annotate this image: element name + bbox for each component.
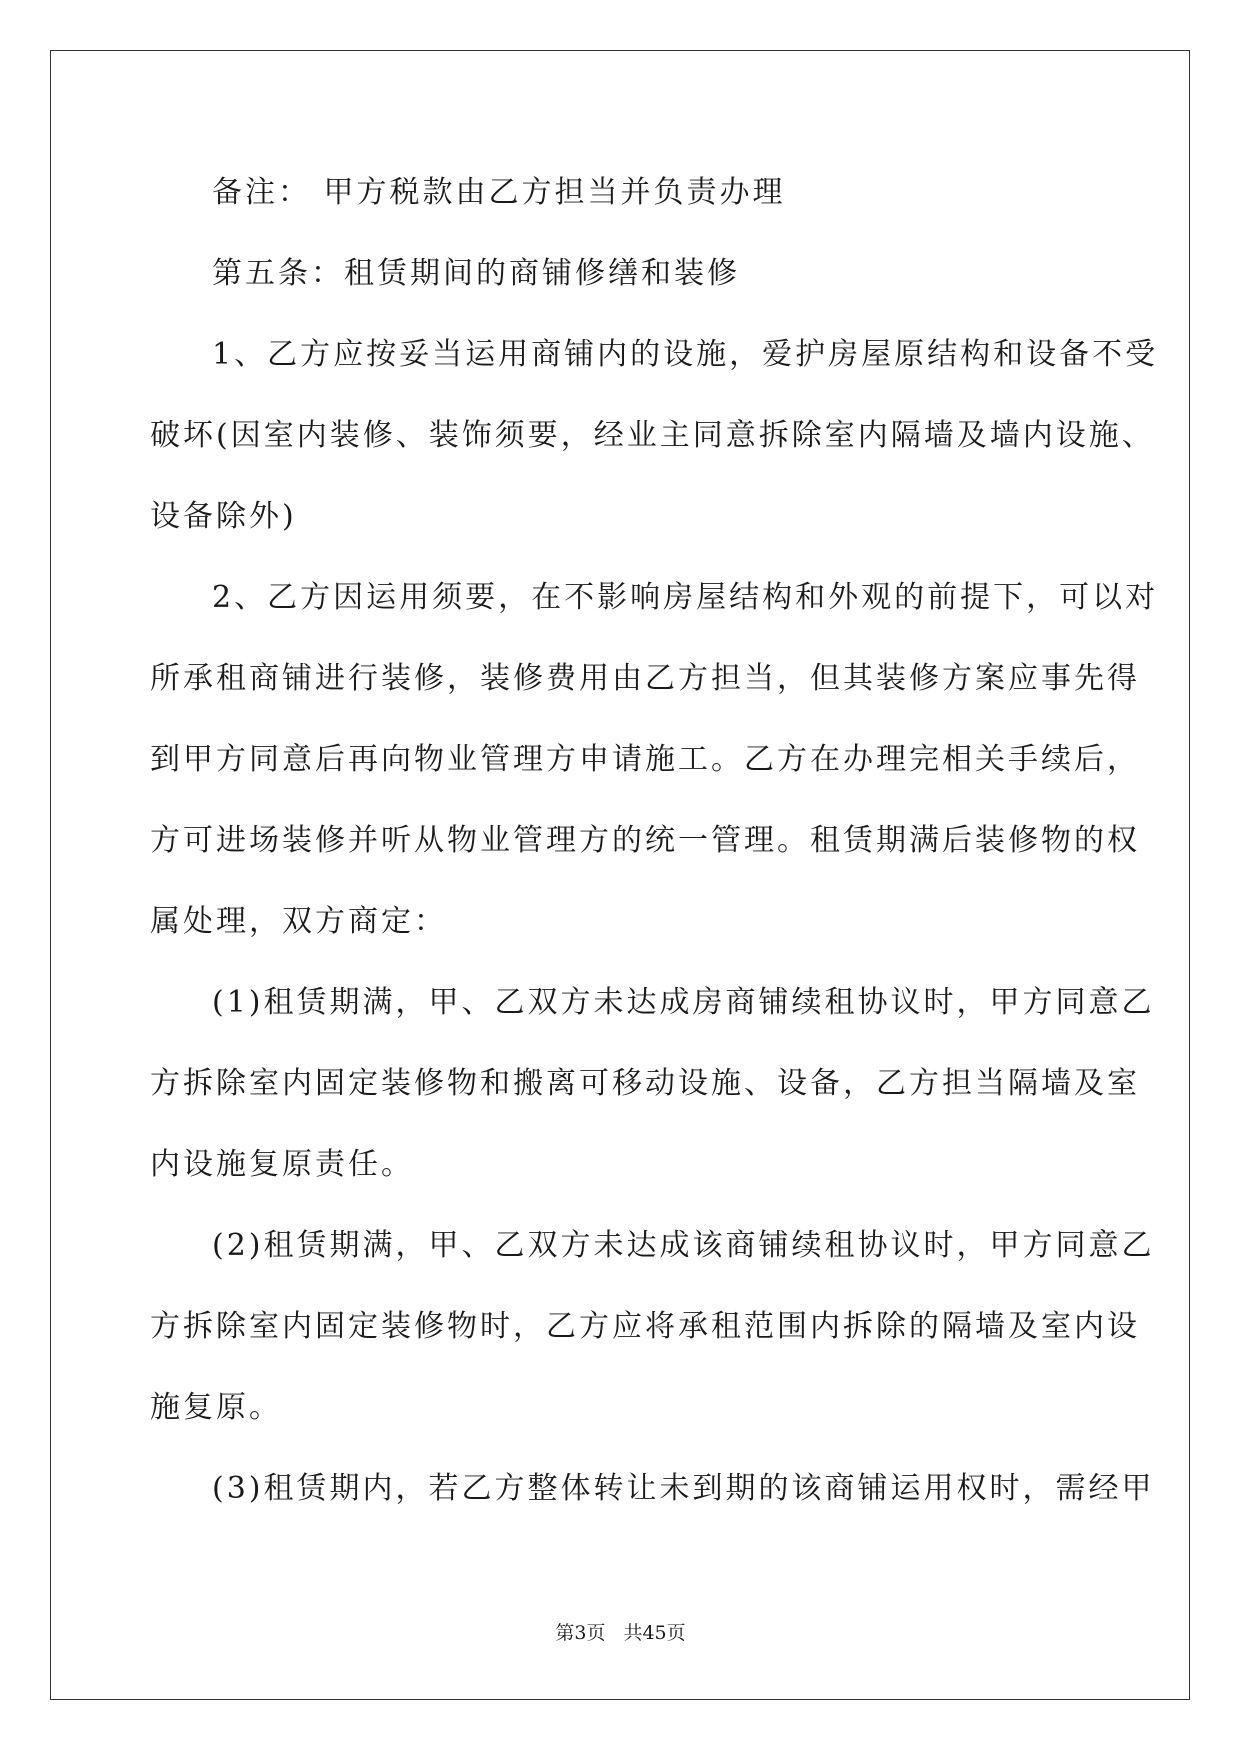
subclause-1-line-1: (1)租赁期满，甲、乙双方未达成房商铺续租协议时，甲方同意乙	[212, 985, 1155, 1020]
subclause-3-line-1: (3)租赁期内，若乙方整体转让未到期的该商铺运用权时，需经甲	[212, 1471, 1155, 1506]
subclause-1-line-3: 内设施复原责任。	[150, 1147, 414, 1182]
document-body	[150, 152, 1159, 1529]
page-number: 第3页	[555, 1622, 606, 1644]
clause-2-line-5: 属处理，双方商定：	[150, 904, 447, 939]
clause-1-line-2: 破坏(因室内装修、装饰须要，经业主同意拆除室内隔墙及墙内设施、	[150, 418, 1155, 453]
clause-2-line-2: 所承租商铺进行装修，装修费用由乙方担当，但其装修方案应事先得	[150, 661, 1140, 696]
clause-1-line-1: 1、乙方应按妥当运用商铺内的设施，爱护房屋原结构和设备不受	[212, 337, 1159, 372]
clause-2-line-3: 到甲方同意后再向物业管理方申请施工。乙方在办理完相关手续后，	[150, 742, 1140, 777]
article-five-heading: 第五条：租赁期间的商铺修缮和装修	[212, 256, 740, 291]
subclause-2-line-1: (2)租赁期满，甲、乙双方未达成该商铺续租协议时，甲方同意乙	[212, 1228, 1155, 1263]
subclause-1-line-2: 方拆除室内固定装修物和搬离可移动设施、设备，乙方担当隔墙及室	[150, 1066, 1140, 1101]
page-footer	[0, 1618, 1241, 1645]
page-total: 共45页	[623, 1622, 686, 1644]
clause-2-line-1: 2、乙方因运用须要，在不影响房屋结构和外观的前提下，可以对	[212, 580, 1159, 615]
subclause-2-line-2: 方拆除室内固定装修物时，乙方应将承租范围内拆除的隔墙及室内设	[150, 1309, 1140, 1344]
clause-1-line-3: 设备除外)	[150, 499, 297, 534]
remark-line: 备注： 甲方税款由乙方担当并负责办理	[212, 175, 786, 210]
clause-2-line-4: 方可进场装修并听从物业管理方的统一管理。租赁期满后装修物的权	[150, 823, 1140, 858]
subclause-2-line-3: 施复原。	[150, 1390, 282, 1425]
